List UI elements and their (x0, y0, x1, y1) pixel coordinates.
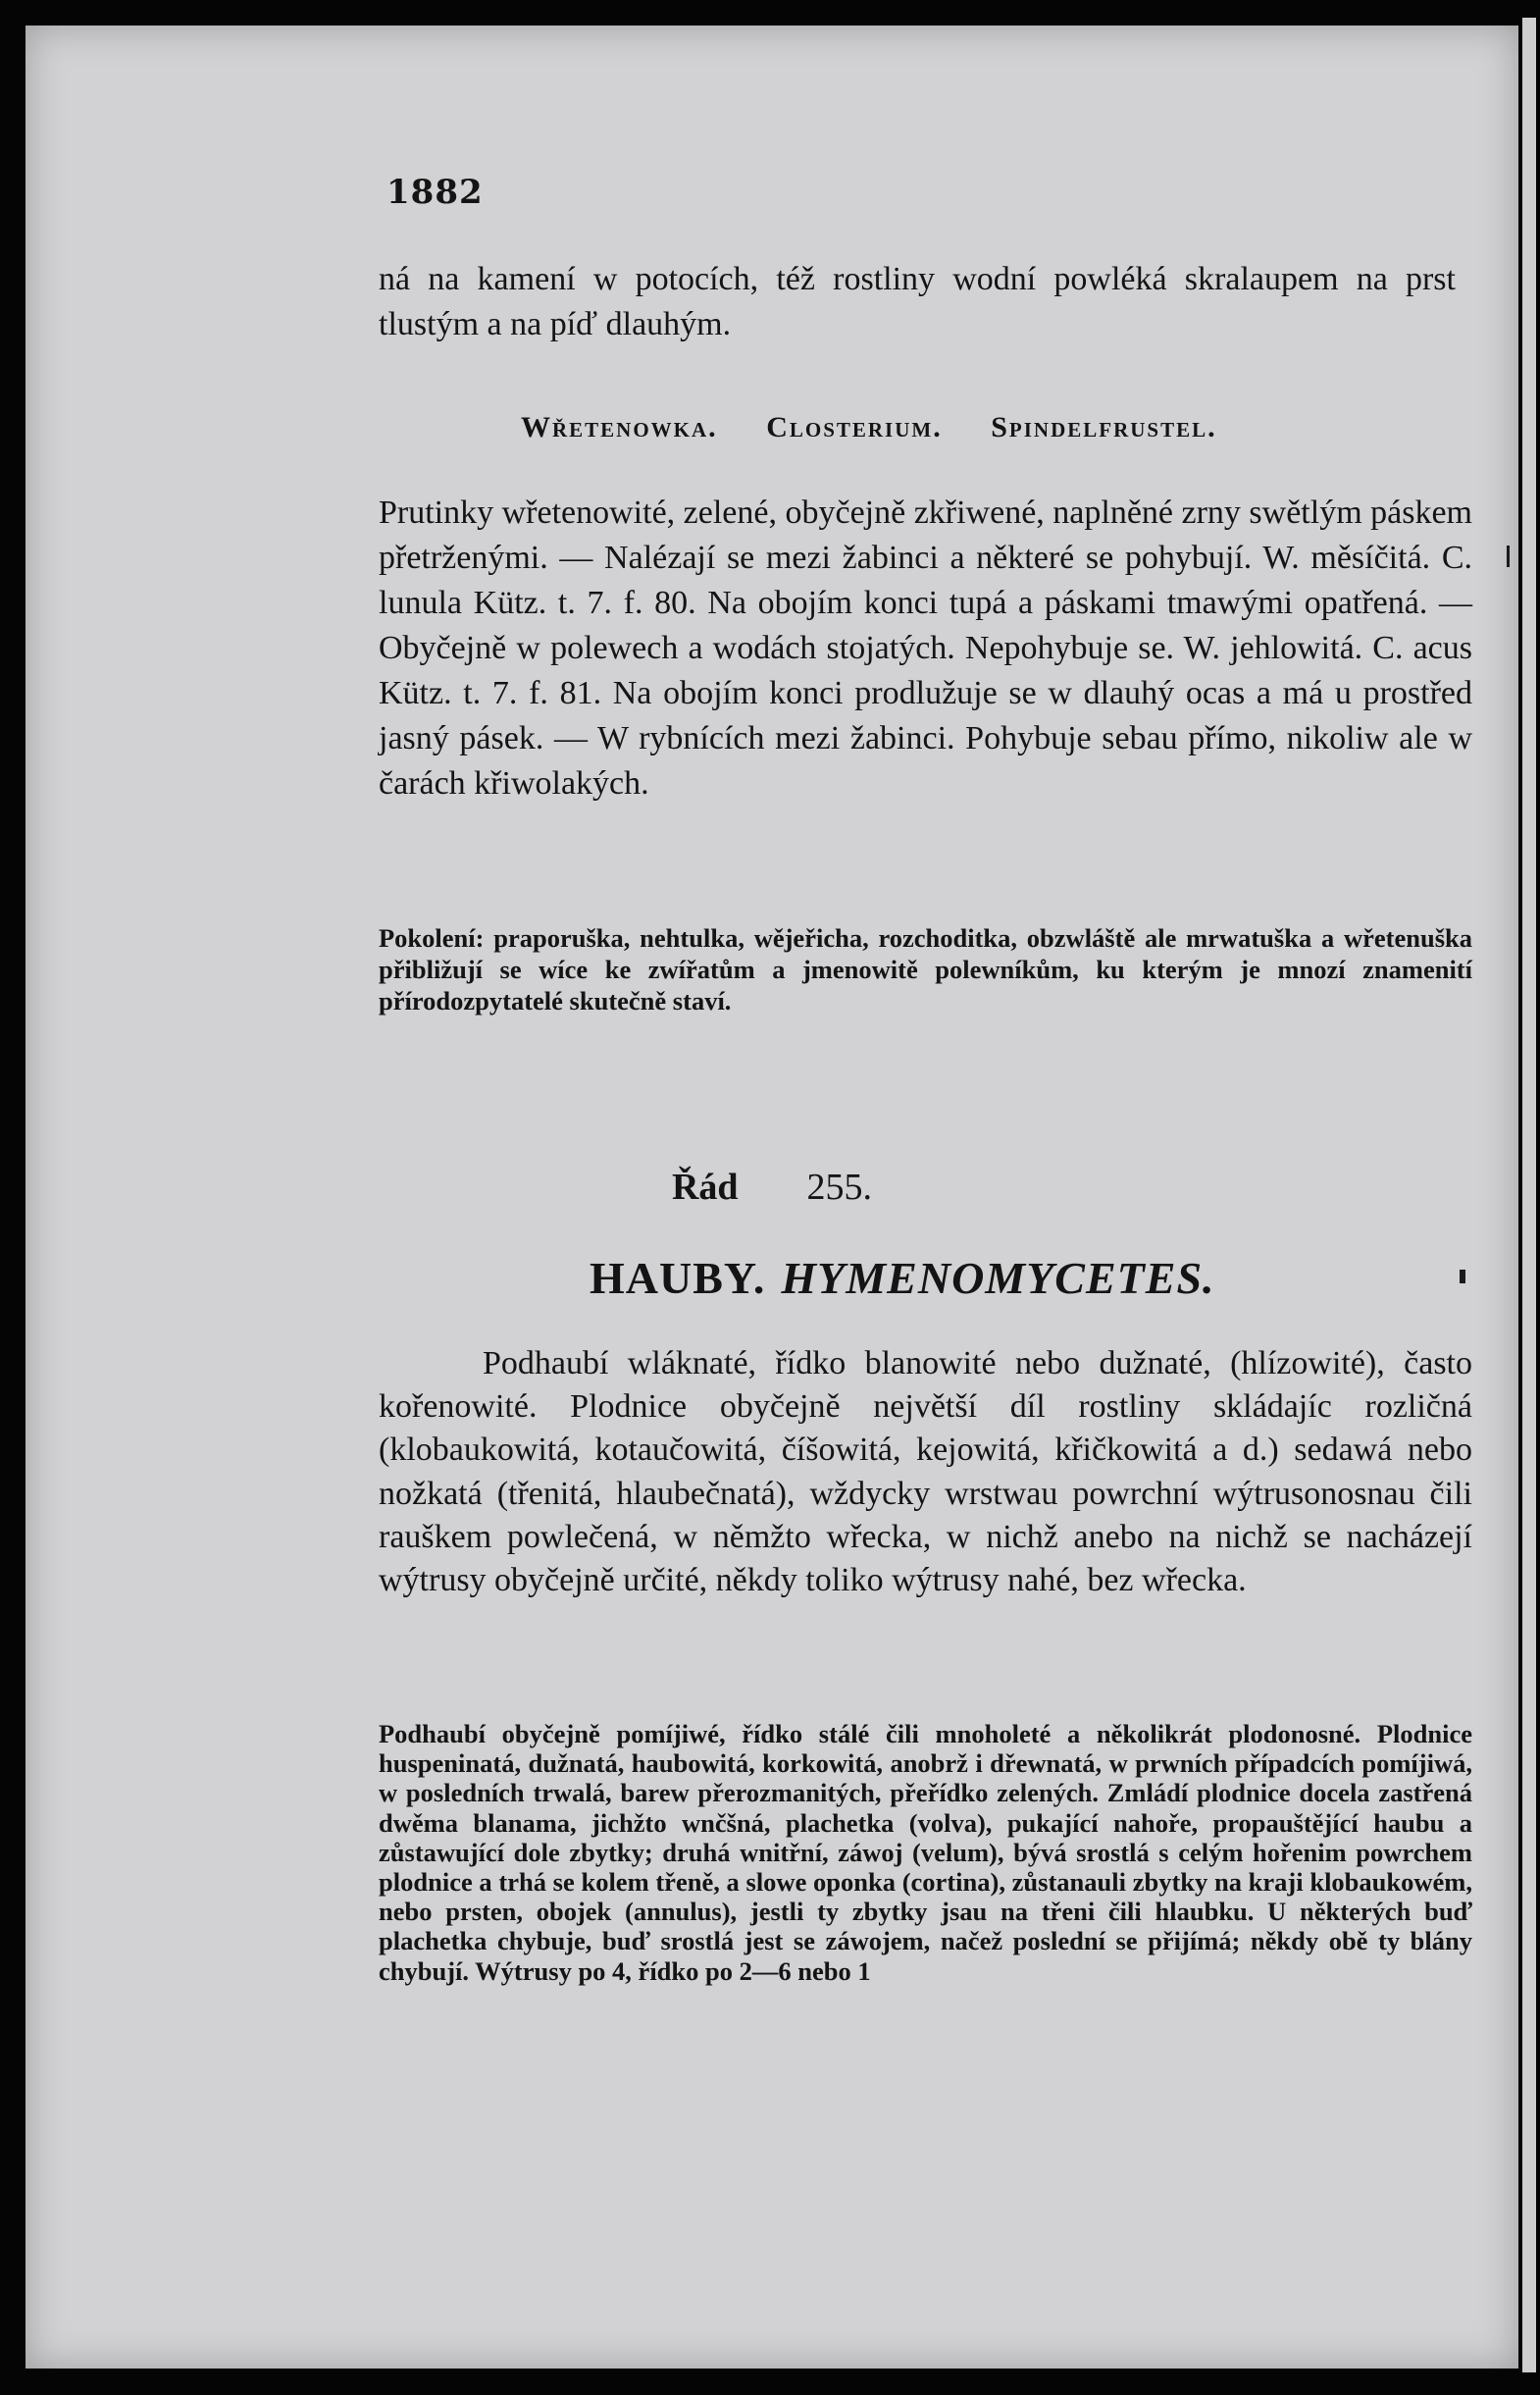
paragraph-hymenomycetes: Podhaubí wláknaté, řídko blanowité nebo dužnaté, (hlízowité), často kořenowité. Plodnice obyčejně největší díl rostliny skládajíc rozličná (klobaukowitá, kotaučowitá, číšowitá, kejowitá, křičkowitá a d.) sedawá nebo nožkatá (třenitá, hlaubečnatá), wždycky wrstwau powrchní wýtrusonosnau čili rauškem powlečená, w němžto wřecka, w nichž anebo na nichž se nacházejí wýtrusy obyčejně určité, někdy toliko wýtrusy nahé, bez wřecka. (379, 1345, 1472, 1599)
genus-czech-name: Wřetenowka. (521, 411, 718, 443)
order-heading (26, 1166, 1518, 1209)
family-heading (590, 1252, 1215, 1304)
family-latin-name: HYMENOMYCETES. (781, 1253, 1215, 1303)
margin-mark (1507, 546, 1510, 567)
paragraph-closterium: Prutinky wřetenowité, zelené, obyčejně zkřiwené, naplněné zrny swětlým páskem přetrženými. — Nalézají se mezi žabinci a některé se pohybují. W. měsíčitá. C. lunula Kütz. t. 7. f. 80. Na obojím konci tupá a páskami tmawými opatřená. — Obyčejně w polewech a wodách stojatých. Nepohybuje se. W. jehlowitá. C. acus Kütz. t. 7. f. 81. Na obojím konci prodlužuje se w dlauhý ocas a má u prostřed jasný pásek. — W rybnících mezi žabinci. Pohybuje sebau přímo, nikoliw ale w čarách křiwolakých. (379, 495, 1472, 802)
note-generations: Pokolení: praporuška, nehtulka, wějeřicha, rozchoditka, obzwláště ale mrwatuška a wřetenuška přibližují se wíce ke zwířatům a jmenowitě polewníkům, ku kterým je mnozí znamenití přírodozpytatelé skutečně staví. (379, 923, 1472, 1015)
book-page (26, 26, 1518, 2369)
note-podhaubi: Podhaubí obyčejně pomíjiwé, řídko stálé čili mnoholeté a několikrát plodonosné. Plodnice huspeninatá, dužnatá, haubowitá, korkowitá, anobrž i dřewnatá, w prwních případcích pomíjiwá, w posledních trwalá, barew přerozmanitých, přeřídko zelených. Zmládí plodnice docela zastřená dwěma blanama, jichžto wnčšná, plachetka (volva), pukající nahoře, propauštějící haubu a zůstawující dole zbytky; druhá wnitřní, záwoj (velum), bývá srostlá s celým hořenim powrchem plodnice a trhá se kolem třeně, a slowe oponka (cortina), zůstanauli zbytky na kraji klobaukowém, nebo prsten, obojek (annulus), jestli ty zbytky jsau na třeni čili hlaubku. U některých buď plachetka chybuje, buď srostlá jest se záwojem, načež poslední se přijímá; někdy obě ty blány chybují. Wýtrusy po 4, řídko po 2—6 nebo 1 (379, 1719, 1472, 1986)
genus-german-name: Spindelfrustel. (991, 411, 1217, 443)
margin-mark (1460, 1270, 1465, 1283)
paragraph-intro: ná na kamení w potocích, též rostliny wodní powléká skralaupem na prst tlustým a na píď dlauhým. (379, 261, 1456, 342)
family-czech-name: HAUBY. (590, 1253, 766, 1303)
order-number: 255. (806, 1167, 873, 1208)
order-label: Řád (671, 1167, 739, 1208)
next-page-edge (1522, 18, 1536, 2372)
genus-latin-name: Closterium. (766, 411, 943, 443)
genus-header (521, 411, 1257, 444)
page-text (26, 26, 1518, 2369)
page-number: 1882 (386, 173, 484, 212)
